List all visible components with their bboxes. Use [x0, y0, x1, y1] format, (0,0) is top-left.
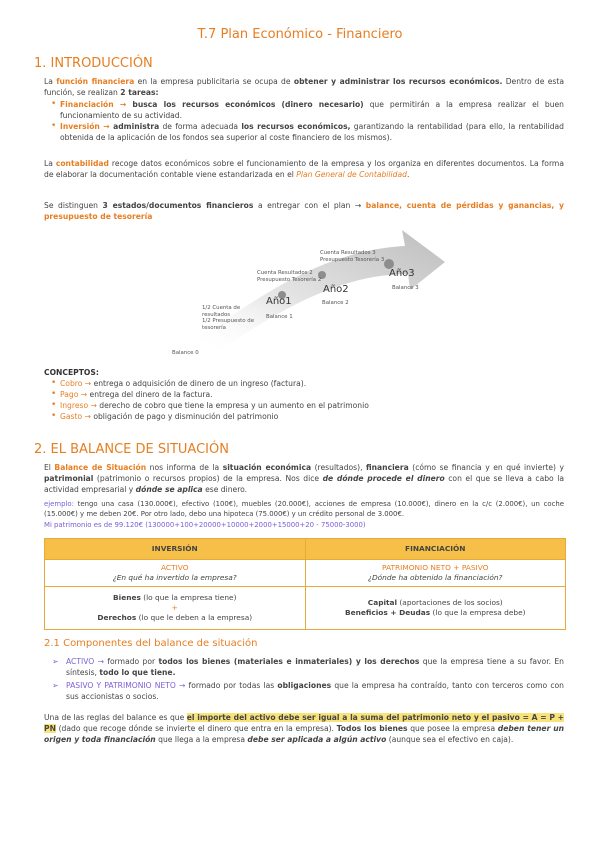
- table-cell: ACTIVO ¿En qué ha invertido la empresa?: [45, 560, 306, 587]
- year-3-docs: Cuenta Resultados 3 Presupuesto Tesorería 3: [320, 250, 385, 263]
- table-header-financing: FINANCIACIÓN: [305, 539, 566, 560]
- table-row: [45, 587, 566, 630]
- year-2-label: Año2: [323, 284, 349, 295]
- accounting-paragraph: La contabilidad recoge datos económicos sobre el funcionamiento de la empresa y los organiza en diferentes documentos. La forma de elaborar la documentación contable viene estandarizada en el Plan General de Contabilidad.: [44, 159, 564, 179]
- balance-3-label: Balance 3: [392, 285, 419, 291]
- section-2-1-heading: 2.1 Componentes del balance de situación: [44, 638, 258, 649]
- list-item: • Pago → entrega del dinero de la factura.: [48, 389, 568, 400]
- year-3-label: Año3: [389, 268, 415, 279]
- list-item: • Inversión → administra de forma adecuada los recursos económicos, garantizando la rentabilidad (para ello, la rentabilidad obtenida de la aplicación de los fondos sea superior al coste financiero de los mismos).: [48, 121, 564, 143]
- balance-paragraph: El Balance de Situación nos informa de la situación económica (resultados), financiera (cómo se financia y en qué invierte) y patrimonial (patrimonio o recursos propios) de la empresa. Nos dice de dónde procede el dinero con el que se lleva a cabo la actividad empresarial y dónde se aplica ese dinero.: [44, 463, 564, 494]
- section-2-heading: 2. EL BALANCE DE SITUACIÓN: [34, 442, 229, 457]
- section-1-heading: 1. INTRODUCCIÓN: [34, 56, 153, 71]
- list-item: • Gasto → obligación de pago y disminución del patrimonio: [48, 411, 568, 422]
- year-1-docs: 1/2 Cuenta de resultados 1/2 Presupuesto de tesorería: [202, 305, 255, 331]
- year-1-label: Año1: [266, 296, 292, 307]
- tasks-list: [48, 99, 564, 143]
- list-item: • Cobro → entrega o adquisición de dinero de un ingreso (factura).: [48, 378, 568, 389]
- table-cell: Bienes (lo que la empresa tiene) + Derechos (lo que le deben a la empresa): [45, 587, 306, 630]
- example-paragraph: ejemplo: tengo una casa (130.000€), efectivo (100€), muebles (20.000€), acciones de empresa (10.000€), dinero en la c/c (2.000€), un coche (15.000€) y me deben 20€. Por otro lado, debo una hipoteca (75.000€) y un crédito personal de 3.000€.: [44, 500, 564, 518]
- table-cell: Capital (aportaciones de los socios) Beneficios + Deudas (lo que la empresa debe): [305, 587, 566, 630]
- list-item: ➢ ACTIVO → formado por todos los bienes (materiales e inmateriales) y los derechos que la empresa tiene a su favor. En síntesis, todo lo que tiene.: [52, 656, 564, 678]
- financial-timeline-diagram: [160, 228, 450, 360]
- balance-0-label: Balance 0: [172, 350, 199, 356]
- table-cell: PATRIMONIO NETO + PASIVO ¿Dónde ha obtenido la financiación?: [305, 560, 566, 587]
- list-item: • Ingreso → derecho de cobro que tiene la empresa y un aumento en el patrimonio: [48, 400, 568, 411]
- list-item: • Financiación → busca los recursos económicos (dinero necesario) que permitirán a la empresa realizar el buen funcionamiento de su actividad.: [48, 99, 564, 121]
- balance-1-label: Balance 1: [266, 314, 293, 320]
- documents-paragraph: Se distinguen 3 estados/documentos financieros a entregar con el plan → balance, cuenta de pérdidas y ganancias, y presupuesto de tesorería: [44, 201, 564, 221]
- year-2-docs: Cuenta Resultados 2 Presupuesto Tesorería 2: [257, 270, 322, 283]
- components-list: [52, 656, 564, 702]
- table-row: [45, 560, 566, 587]
- balance-table: [44, 538, 566, 630]
- timeline-arrow: [160, 228, 450, 360]
- document-title: T.7 Plan Económico - Financiero: [197, 27, 403, 42]
- concepts-heading: CONCEPTOS:: [44, 368, 99, 377]
- patrimony-example: Mi patrimonio es de 99.120€ (130000+100+20000+10000+2000+15000+20 - 75000-3000): [44, 521, 366, 529]
- intro-paragraph: La función financiera en la empresa publicitaria se ocupa de obtener y administrar los recursos económicos. Dentro de esta función, se realizan 2 tareas:: [44, 77, 564, 97]
- balance-rule-paragraph: Una de las reglas del balance es que el importe del activo debe ser igual a la suma del patrimonio neto y el pasivo = A = P + PN (dado que recoge dónde se invierte el dinero que entra en la empresa). Todos los bienes que posee la empresa deben tener un origen y toda financiación que llega a la empresa debe ser aplicada a algún activo (aunque sea el efectivo en caja).: [44, 713, 565, 744]
- balance-2-label: Balance 2: [322, 300, 349, 306]
- table-header-investment: INVERSIÓN: [45, 539, 306, 560]
- list-item: ➢ PASIVO Y PATRIMONIO NETO → formado por todas las obligaciones que la empresa ha contraído, tanto con terceros como con sus accionistas o socios.: [52, 680, 564, 702]
- concepts-list: [48, 378, 568, 422]
